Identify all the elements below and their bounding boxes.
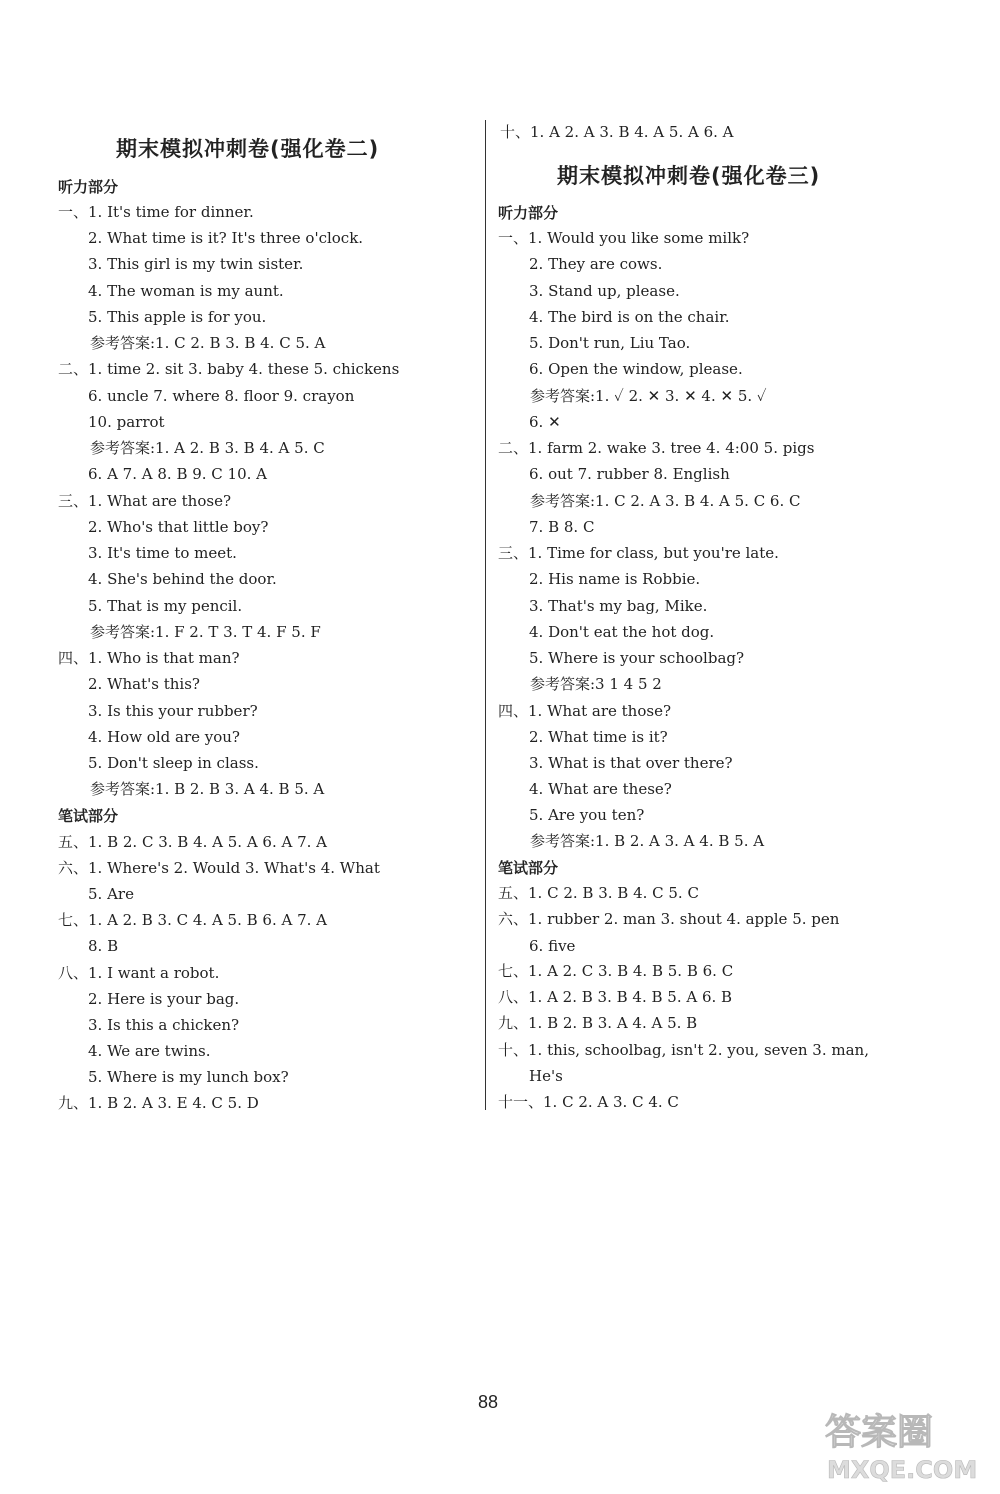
answer-line: 二、1. time 2. sit 3. baby 4. these 5. chickens (58, 360, 400, 378)
answer-line: 5. Don't sleep in class. (88, 754, 259, 772)
answer-line: 四、1. Who is that man? (58, 649, 240, 667)
answer-line: 5. Where is your schoolbag? (529, 649, 745, 667)
answer-line: 4. Don't eat the hot dog. (529, 623, 715, 641)
answer-line: 5. That is my pencil. (88, 597, 243, 615)
answer-line: 2. Here is your bag. (88, 990, 240, 1008)
column-divider (485, 120, 486, 1110)
answer-key: 参考答案:1. C 2. A 3. B 4. A 5. C 6. C (530, 492, 801, 510)
answer-line: 八、1. A 2. B 3. B 4. B 5. A 6. B (498, 988, 733, 1006)
answer-line: 3. What is that over there? (529, 754, 733, 772)
answer-key: 参考答案:1. B 2. B 3. A 4. B 5. A (90, 780, 325, 798)
answer-key: 6. ✕ (529, 413, 561, 431)
answer-line: 3. It's time to meet. (88, 544, 237, 562)
answer-line: 一、1. It's time for dinner. (58, 203, 254, 221)
answer-line: 2. What time is it? It's three o'clock. (88, 229, 364, 247)
answer-line: 4. How old are you? (88, 728, 240, 746)
answer-line: 三、1. What are those? (58, 492, 231, 510)
answer-line: 6. out 7. rubber 8. English (529, 465, 730, 483)
answer-line: 4. What are these? (529, 780, 672, 798)
answer-key: 6. A 7. A 8. B 9. C 10. A (88, 465, 268, 483)
answer-key: 参考答案:3 1 4 5 2 (530, 675, 662, 693)
answer-line: 8. B (88, 937, 119, 955)
listening-heading: 听力部分 (58, 178, 119, 196)
answer-key: 参考答案:1. B 2. A 3. A 4. B 5. A (530, 832, 765, 850)
answer-line: 6. Open the window, please. (529, 360, 743, 378)
answer-line: 5. Are you ten? (529, 806, 645, 824)
answer-key: 参考答案:1. C 2. B 3. B 4. C 5. A (90, 334, 326, 352)
answer-line: 4. The woman is my aunt. (88, 282, 284, 300)
written-heading: 笔试部分 (498, 859, 559, 877)
answer-line: 2. Who's that little boy? (88, 518, 269, 536)
answer-line: 5. This apple is for you. (88, 308, 267, 326)
answer-line: 十一、1. C 2. A 3. C 4. C (498, 1093, 679, 1111)
answer-line: 七、1. A 2. B 3. C 4. A 5. B 6. A 7. A (58, 911, 328, 929)
answer-line: 3. Is this a chicken? (88, 1016, 240, 1034)
watermark-bottom: MXQE.COM (827, 1456, 978, 1482)
answer-line: 4. We are twins. (88, 1042, 211, 1060)
page-number: 88 (478, 1392, 499, 1412)
answer-line: 四、1. What are those? (498, 702, 671, 720)
listening-heading: 听力部分 (498, 204, 559, 222)
answer-line: 5. Where is my lunch box? (88, 1068, 289, 1086)
answer-line: 4. The bird is on the chair. (529, 308, 730, 326)
answer-line: 3. Stand up, please. (529, 282, 680, 300)
answer-line: 2. His name is Robbie. (529, 570, 701, 588)
answer-line: 七、1. A 2. C 3. B 4. B 5. B 6. C (498, 962, 734, 980)
answer-line: 5. Don't run, Liu Tao. (529, 334, 691, 352)
answer-line: 3. This girl is my twin sister. (88, 255, 304, 273)
answer-line: 六、1. rubber 2. man 3. shout 4. apple 5. pen (498, 910, 840, 928)
watermark-top: 答案圈 (825, 1412, 934, 1453)
answer-key: 参考答案:1. F 2. T 3. T 4. F 5. F (90, 623, 321, 641)
answer-line: 2. What time is it? (529, 728, 668, 746)
section-title: 期末模拟冲刺卷(强化卷三) (557, 164, 821, 188)
watermark-logo (815, 1402, 985, 1482)
answer-line: 5. Are (88, 885, 134, 903)
answer-line: 3. That's my bag, Mike. (529, 597, 708, 615)
answer-key: 参考答案:1. A 2. B 3. B 4. A 5. C (90, 439, 325, 457)
answer-line: 十、1. A 2. A 3. B 4. A 5. A 6. A (500, 123, 734, 141)
answer-line: 五、1. B 2. C 3. B 4. A 5. A 6. A 7. A (58, 833, 328, 851)
answer-key: 参考答案:1. ✓ 2. ✕ 3. ✕ 4. ✕ 5. ✓ (530, 387, 767, 405)
answer-line: 2. They are cows. (529, 255, 663, 273)
answer-line: 3. Is this your rubber? (88, 702, 258, 720)
answer-line: 2. What's this? (88, 675, 200, 693)
answer-line: 五、1. C 2. B 3. B 4. C 5. C (498, 884, 699, 902)
answer-line: 一、1. Would you like some milk? (498, 229, 750, 247)
answer-line: 九、1. B 2. B 3. A 4. A 5. B (498, 1014, 698, 1032)
written-heading: 笔试部分 (58, 807, 119, 825)
answer-line: 二、1. farm 2. wake 3. tree 4. 4:00 5. pigs (498, 439, 815, 457)
section-title: 期末模拟冲刺卷(强化卷二) (116, 137, 380, 161)
answer-key: 7. B 8. C (529, 518, 595, 536)
answer-line: 6. uncle 7. where 8. floor 9. crayon (88, 387, 355, 405)
answer-line: 10. parrot (88, 413, 165, 431)
answer-line: 八、1. I want a robot. (58, 964, 220, 982)
answer-line: 六、1. Where's 2. Would 3. What's 4. What (58, 859, 380, 877)
answer-line: 4. She's behind the door. (88, 570, 277, 588)
answer-line: 三、1. Time for class, but you're late. (498, 544, 779, 562)
answer-line: 九、1. B 2. A 3. E 4. C 5. D (58, 1094, 259, 1112)
answer-line: He's (529, 1067, 563, 1085)
answer-line: 十、1. this, schoolbag, isn't 2. you, seven 3. man, (498, 1041, 869, 1059)
answer-line: 6. five (529, 937, 576, 955)
